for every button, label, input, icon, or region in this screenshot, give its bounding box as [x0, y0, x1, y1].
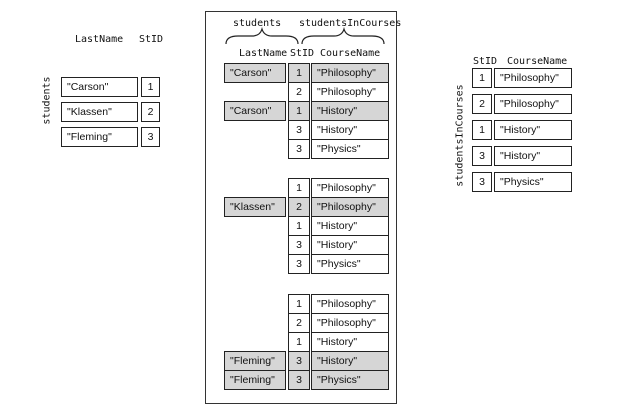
- students-in-courses-side-label: studentsInCourses: [454, 84, 466, 187]
- join-stid-cell: 3: [288, 120, 310, 140]
- join-header-stid: StID: [290, 48, 315, 59]
- join-stid-cell: 2: [288, 197, 310, 217]
- students-stid-cell: 3: [141, 127, 160, 147]
- join-course-cell: "History": [311, 351, 389, 371]
- sic-course-cell: "Physics": [494, 172, 572, 192]
- join-stid-cell: 3: [288, 139, 310, 159]
- join-braces: [220, 26, 390, 48]
- join-course-cell: "Physics": [311, 254, 389, 274]
- join-lastname-cell: "Carson": [224, 101, 286, 121]
- join-course-cell: "Philosophy": [311, 63, 389, 83]
- join-lastname-cell: "Fleming": [224, 351, 286, 371]
- join-stid-cell: 1: [288, 63, 310, 83]
- join-stid-cell: 3: [288, 235, 310, 255]
- join-stid-cell: 3: [288, 370, 310, 390]
- brace-label-students: students: [233, 18, 282, 29]
- sic-course-cell: "History": [494, 120, 572, 140]
- join-course-cell: "Philosophy": [311, 313, 389, 333]
- sic-stid-cell: 1: [472, 120, 492, 140]
- join-course-cell: "Philosophy": [311, 294, 389, 314]
- students-brace: [226, 29, 298, 44]
- join-course-cell: "History": [311, 101, 389, 121]
- join-course-cell: "History": [311, 216, 389, 236]
- join-course-cell: "History": [311, 235, 389, 255]
- join-stid-cell: 2: [288, 82, 310, 102]
- sic-stid-cell: 3: [472, 146, 492, 166]
- sic-header-coursename: CourseName: [507, 56, 568, 67]
- sic-stid-cell: 1: [472, 68, 492, 88]
- students-header-stid: StID: [139, 34, 164, 45]
- join-stid-cell: 3: [288, 351, 310, 371]
- sic-course-cell: "Philosophy": [494, 68, 572, 88]
- students-stid-cell: 1: [141, 77, 160, 97]
- join-stid-cell: 1: [288, 294, 310, 314]
- join-stid-cell: 1: [288, 216, 310, 236]
- join-course-cell: "Physics": [311, 139, 389, 159]
- join-stid-cell: 1: [288, 332, 310, 352]
- join-course-cell: "History": [311, 120, 389, 140]
- students-side-label: students: [41, 76, 53, 125]
- join-lastname-cell: "Fleming": [224, 370, 286, 390]
- join-stid-cell: 1: [288, 101, 310, 121]
- join-course-cell: "Physics": [311, 370, 389, 390]
- join-header-lastname: LastName: [239, 48, 288, 59]
- join-course-cell: "History": [311, 332, 389, 352]
- sic-course-cell: "History": [494, 146, 572, 166]
- students-header-lastname: LastName: [75, 34, 124, 45]
- join-lastname-cell: "Carson": [224, 63, 286, 83]
- sic-course-cell: "Philosophy": [494, 94, 572, 114]
- join-lastname-cell: "Klassen": [224, 197, 286, 217]
- sic-stid-cell: 2: [472, 94, 492, 114]
- join-header-coursename: CourseName: [320, 48, 381, 59]
- students-in-courses-brace: [302, 29, 384, 44]
- sic-header-stid: StID: [473, 56, 498, 67]
- students-stid-cell: 2: [141, 102, 160, 122]
- join-stid-cell: 1: [288, 178, 310, 198]
- students-lastname-cell: "Carson": [61, 77, 138, 97]
- join-course-cell: "Philosophy": [311, 82, 389, 102]
- sic-stid-cell: 3: [472, 172, 492, 192]
- students-lastname-cell: "Fleming": [61, 127, 138, 147]
- join-stid-cell: 3: [288, 254, 310, 274]
- join-stid-cell: 2: [288, 313, 310, 333]
- students-lastname-cell: "Klassen": [61, 102, 138, 122]
- join-course-cell: "Philosophy": [311, 178, 389, 198]
- join-course-cell: "Philosophy": [311, 197, 389, 217]
- brace-label-students-in-courses: studentsInCourses: [299, 18, 402, 29]
